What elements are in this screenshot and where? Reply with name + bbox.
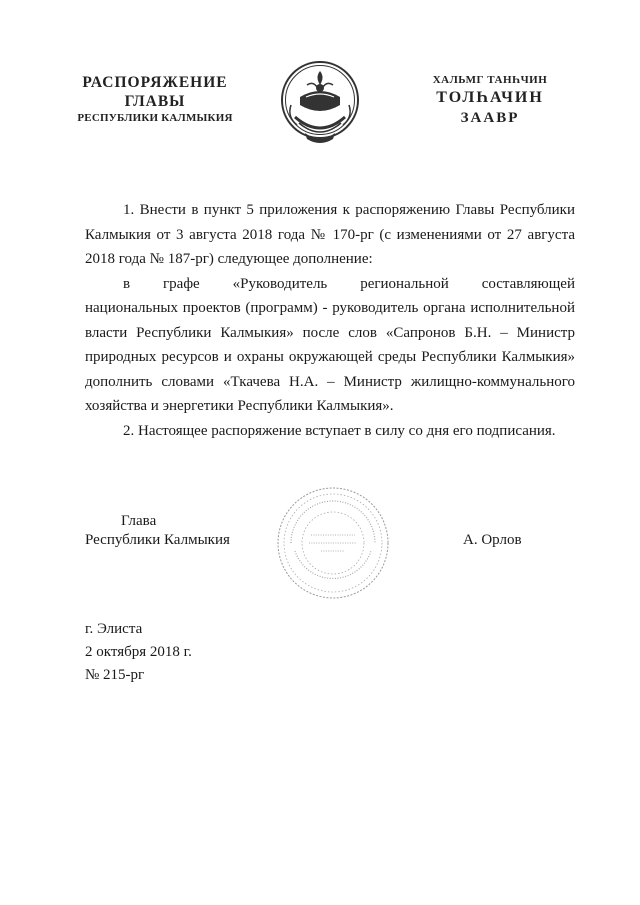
footer-city: г. Элиста — [85, 621, 143, 637]
paragraph-1: 1. Внести в пункт 5 приложения к распоряжению Главы Республики Калмыкия от 3 августа 2018 года № 170-рг (с изменениями от 27 августа 2018 года № 187-рг) следующее дополнение: — [85, 202, 575, 267]
paragraph-3: 2. Настоящее распоряжение вступает в силу со дня его подписания. — [123, 422, 556, 439]
footer-number: № 215-рг — [85, 667, 145, 683]
header-left-subtitle: ГЛАВЫ — [124, 93, 186, 110]
signature-position-line2: Республики Калмыкия — [85, 532, 230, 548]
paragraph-2-continuation: национальных проектов (программ) - руководитель органа исполнительной власти Республики Калмыкия» после слов «Сапронов Б.Н. – Министр природных ресурсов и охраны окружающей среды Республики Калмыкия» дополнить словами «Ткачева Н.А. – Министр жилищно-коммунального хозяйства и энергетики Республики Калмыкия». — [85, 300, 575, 414]
header-right — [415, 73, 565, 128]
signature-position-line1: Глава — [121, 513, 157, 529]
header-right-line3: ЗААВР — [460, 110, 520, 126]
header-left-region: РЕСПУБЛИКИ КАЛМЫКИЯ — [77, 112, 233, 124]
signature-block — [85, 512, 565, 550]
paragraph-2-first-line: в графе «Руководитель региональной составляющей — [123, 275, 575, 292]
header-left — [70, 73, 240, 126]
header-left-title: РАСПОРЯЖЕНИЕ — [82, 74, 228, 91]
coat-of-arms-emblem — [273, 55, 367, 149]
footer-date: 2 октября 2018 г. — [85, 644, 192, 660]
header-right-line1: ХАЛЬМГ ТАНҺЧИН — [432, 74, 548, 86]
document-footer — [85, 618, 192, 687]
signatory-name: А. Орлов — [463, 532, 522, 548]
header-right-line2: ТОЛҺАЧИН — [436, 89, 544, 106]
document-body — [85, 198, 575, 443]
